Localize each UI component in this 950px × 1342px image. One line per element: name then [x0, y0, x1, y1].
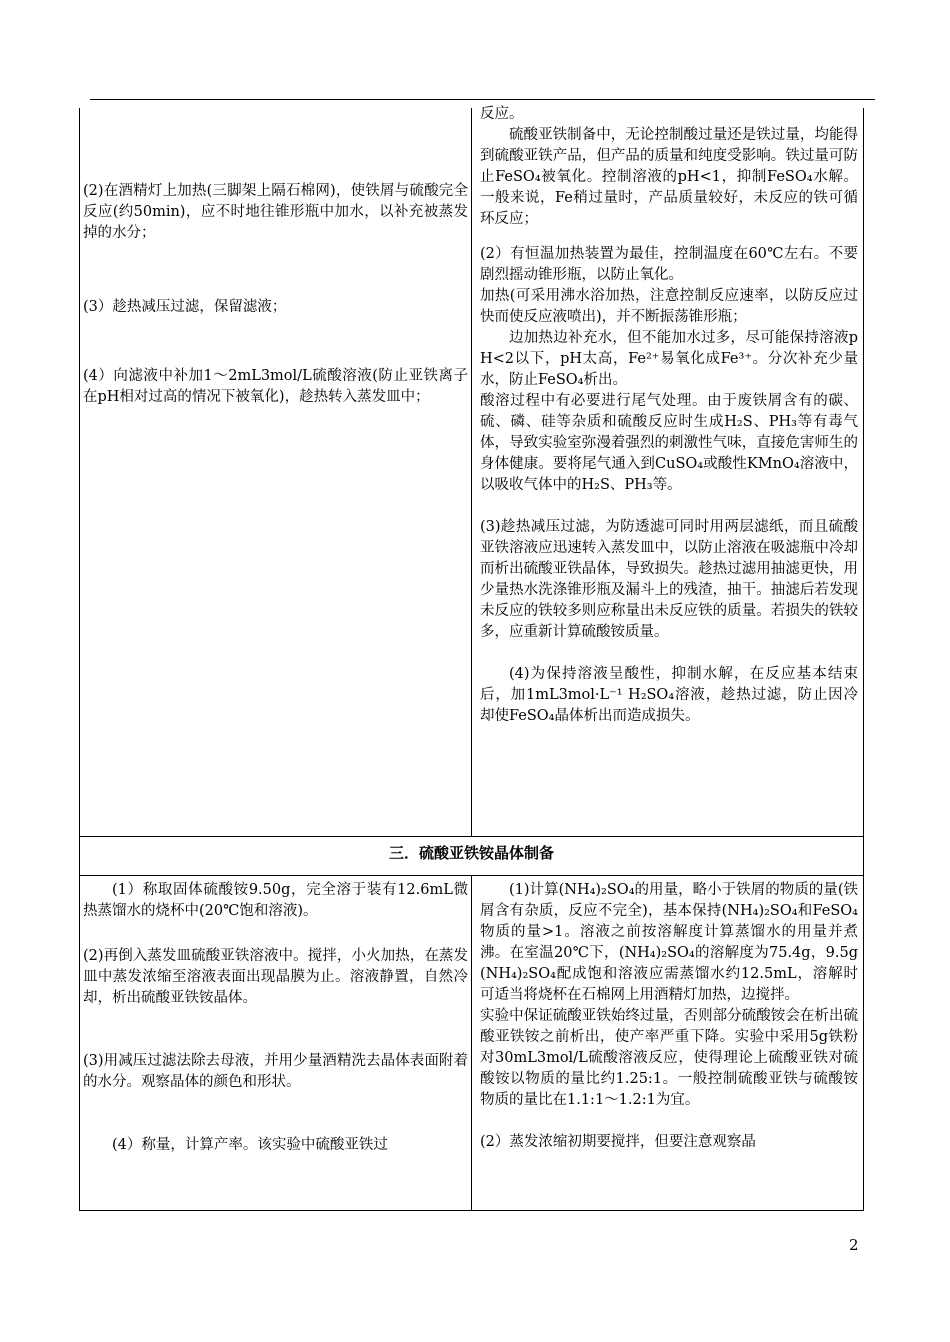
right-p0: 反应。 — [480, 106, 524, 122]
upper-right-cell — [480, 104, 858, 727]
right-p2: (2）有恒温加热装置为最佳，控制温度在60℃左右。不要剧烈摇动锥形瓶，以防止氧化。 — [480, 246, 858, 283]
section-title: 三．硫酸亚铁铵晶体制备 — [388, 844, 554, 862]
right-p5: 酸溶过程中有必要进行尾气处理。由于废铁屑含有的碳、硫、磷、硅等杂质和硫酸反应时生成H₂S、PH₃等有毒气体，导致实验室弥漫着强烈的刺激性气味，直接危害师生的身体健康。要将尾气通入到CuSO₄或酸性KMnO₄溶液中，以吸收气体中的H₂S、PH₃等。 — [480, 393, 858, 493]
lower-left-step-3: (3)用减压过滤法除去母液，并用少量酒精洗去晶体表面附着的水分。观察晶体的颜色和形状。 — [83, 1053, 468, 1090]
upper-column-divider — [471, 108, 472, 837]
lower-left-step-1: (1）称取固体硫酸铵9.50g，完全溶于装有12.6mL微热蒸馏水的烧杯中(20℃饱和溶液)。 — [83, 882, 468, 919]
lower-left-cell — [83, 880, 468, 1156]
right-p6: (3)趁热减压过滤，为防透滤可同时用两层滤纸，而且硫酸亚铁溶液应迅速转入蒸发皿中，以防止溶液在吸滤瓶中冷却而析出硫酸亚铁晶体，导致损失。趁热过滤用抽滤更快，用少量热水洗涤锥形瓶及漏斗上的残渣，抽干。抽滤后若发现未反应的铁较多则应称量出未反应铁的质量。若损失的铁较多，应重新计算硫酸铵质量。 — [480, 519, 858, 640]
lower-right-cell — [480, 880, 858, 1153]
header-rule — [90, 99, 875, 100]
left-step-2: (2)在酒精灯上加热(三脚架上隔石棉网)，使铁屑与硫酸完全反应(约50min)，应不时地往锥形瓶中加水，以补充被蒸发掉的水分； — [83, 183, 468, 241]
lower-left-step-2: (2)再倒入蒸发皿硫酸亚铁溶液中。搅拌，小火加热，在蒸发皿中蒸发浓缩至溶液表面出现晶膜为止。溶液静置，自然冷却，析出硫酸亚铁铵晶体。 — [83, 948, 468, 1006]
right-p4: 边加热边补充水，但不能加水过多，尽可能保持溶液pH<2以下，pH太高，Fe²⁺易氧化成Fe³⁺。分次补充少量水，防止FeSO₄析出。 — [480, 330, 858, 388]
upper-left-cell — [83, 108, 468, 408]
right-p3: 加热(可采用沸水浴加热，注意控制反应速率，以防反应过快而使反应液喷出)，并不断振荡锥形瓶； — [480, 288, 858, 325]
lower-right-p2: 实验中保证硫酸亚铁始终过量，否则部分硫酸铵会在析出硫酸亚铁铵之前析出，使产率严重下降。实验中采用5g铁粉对30mL3mol/L硫酸溶液反应，使得理论上硫酸亚铁对硫酸铵以物质的量比约1.25:1。一般控制硫酸亚铁与硫酸铵物质的量比在1.1:1～1.2:1为宜。 — [480, 1008, 858, 1108]
right-p7: (4)为保持溶液呈酸性，抑制水解，在反应基本结束后，加1mL3mol·L⁻¹ H₂SO₄溶液，趁热过滤，防止因冷却使FeSO₄晶体析出而造成损失。 — [480, 666, 858, 724]
lower-column-divider — [471, 875, 472, 1211]
left-step-4: (4）向滤液中补加1～2mL3mol/L硫酸溶液(防止亚铁离子在pH相对过高的情况下被氧化)，趁热转入蒸发皿中； — [83, 368, 468, 405]
right-p1: 硫酸亚铁制备中，无论控制酸过量还是铁过量，均能得到硫酸亚铁产品，但产品的质量和纯度受影响。铁过量可防止FeSO₄被氧化。控制溶液的pH<1，抑制FeSO₄水解。一般来说，Fe稍过量时，产品质量较好，未反应的铁可循环反应； — [480, 127, 858, 227]
lower-left-step-4: (4）称量，计算产率。该实验中硫酸亚铁过 — [112, 1137, 388, 1153]
lower-right-p3: (2）蒸发浓缩初期要搅拌，但要注意观察晶 — [480, 1134, 756, 1150]
page-number: 2 — [849, 1236, 859, 1254]
lower-right-p1: (1)计算(NH₄)₂SO₄的用量，略小于铁屑的物质的量(铁屑含有杂质，反应不完全)，基本保持(NH₄)₂SO₄和FeSO₄物质的量>1。溶液之前按溶解度计算蒸馏水的用量并煮沸。在室温20℃下，(NH₄)₂SO₄的溶解度为75.4g，9.5g(NH₄)₂SO₄配成饱和溶液应需蒸馏水约12.5mL，溶解时可适当将烧杯在石棉网上用酒精灯加热，边搅拌。 — [480, 882, 858, 1003]
left-step-3: (3）趁热减压过滤，保留滤液； — [83, 299, 287, 315]
